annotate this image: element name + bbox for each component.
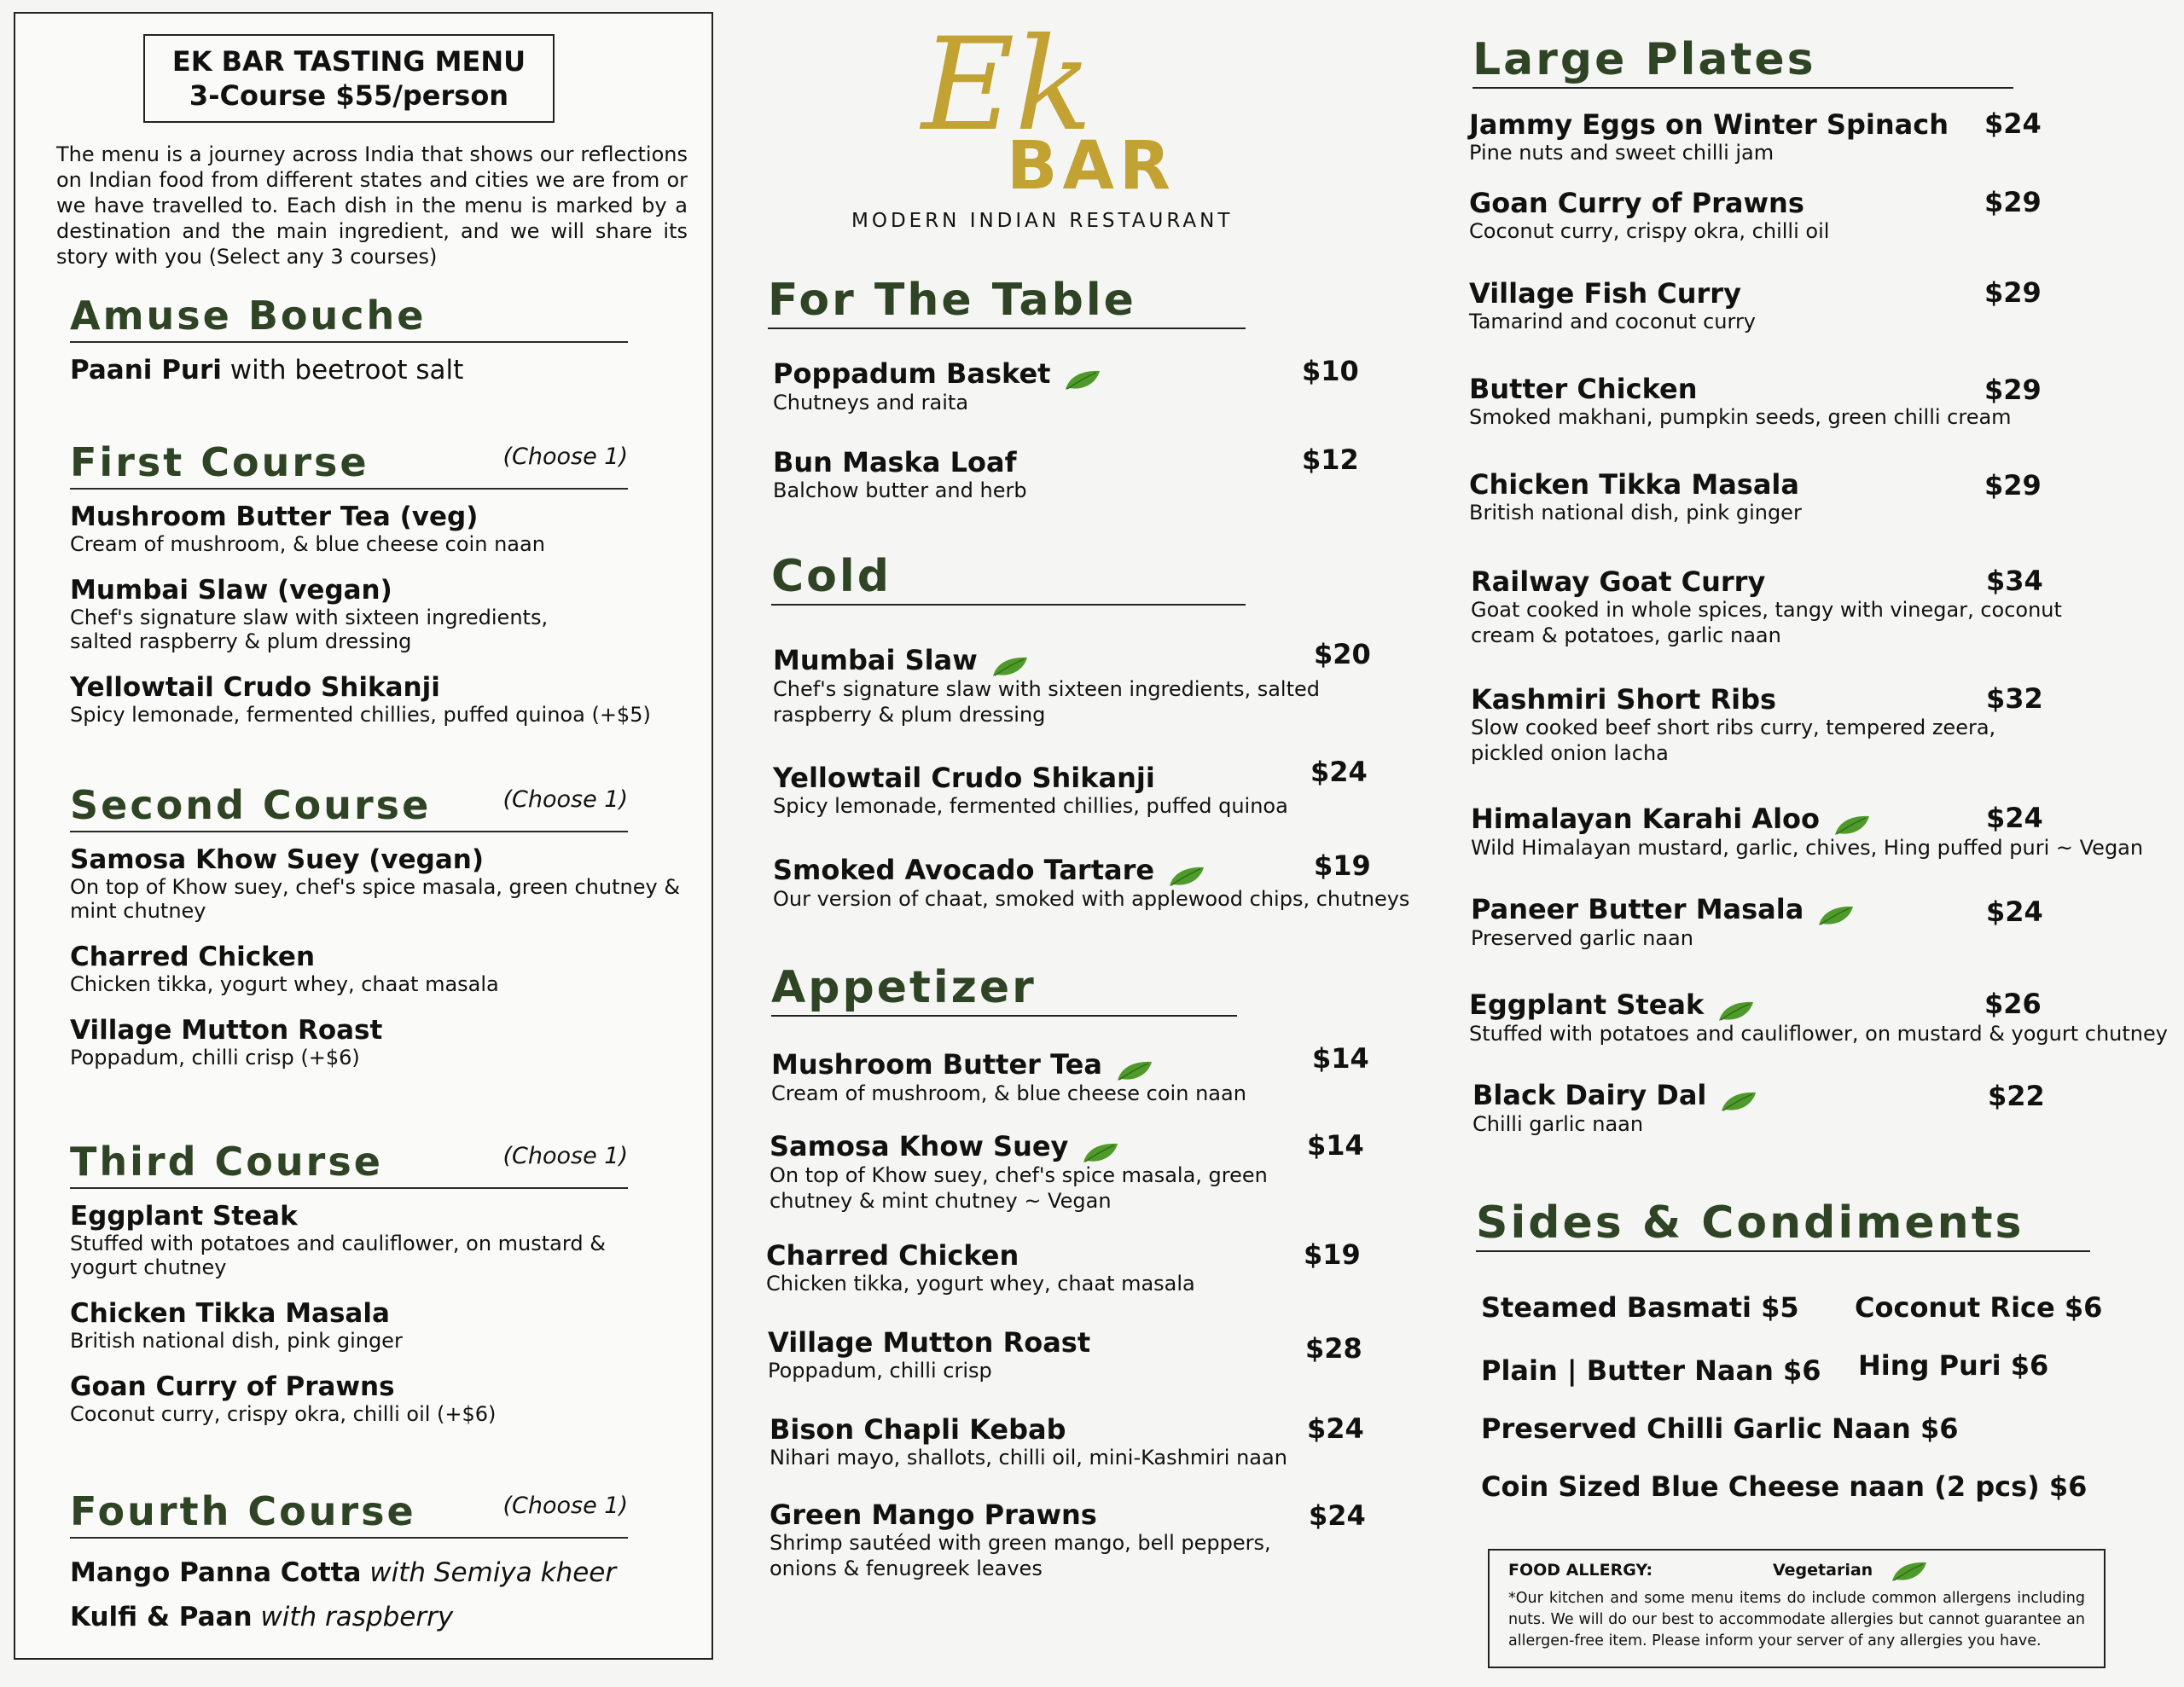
- leaf-icon: [991, 656, 1029, 676]
- side-item: Coconut Rice $6: [1855, 1291, 2103, 1324]
- amuse-bouche-section: [70, 292, 628, 386]
- sides-section: [1476, 1197, 2090, 1252]
- menu-item: Goan Curry of Prawns Coconut curry, crispy okra, chilli oil (+$6): [70, 1371, 497, 1426]
- section-title: Cold: [771, 551, 1246, 606]
- item-price: $28: [1305, 1332, 1362, 1365]
- item-price: $24: [1986, 896, 2043, 928]
- side-item: Coin Sized Blue Cheese naan (2 pcs) $6: [1481, 1470, 2088, 1503]
- item-price: $24: [1307, 1412, 1364, 1445]
- menu-item: Himalayan Karahi Aloo Wild Himalayan mustard, garlic, chives, Hing puffed puri ~ Vegan: [1471, 803, 2144, 860]
- menu-item: Village Mutton Roast Poppadum, chilli crisp (+$6): [70, 1015, 383, 1070]
- section-title: Second Course (Choose 1): [70, 776, 628, 832]
- item-price: $24: [1310, 756, 1368, 788]
- leaf-icon: [1168, 866, 1205, 886]
- leaf-icon: [1891, 1561, 1916, 1578]
- leaf-icon: [1817, 905, 1855, 925]
- section-title: Third Course (Choose 1): [70, 1133, 628, 1189]
- section-title: Appetizer: [771, 962, 1237, 1017]
- allergy-title: FOOD ALLERGY:: [1508, 1561, 1653, 1580]
- item-price: $14: [1307, 1129, 1364, 1162]
- side-item: Hing Puri $6: [1858, 1349, 2049, 1382]
- menu-item: Black Dairy Dal Chilli garlic naan: [1472, 1080, 1757, 1137]
- menu-item: Yellowtail Crudo Shikanji Spicy lemonade, fermented chillies, puffed quinoa (+$5): [70, 672, 651, 727]
- item-price: $29: [1984, 276, 2042, 309]
- item-price: $12: [1302, 443, 1359, 476]
- first-course-section: [70, 433, 651, 727]
- section-title: For The Table: [768, 275, 1246, 329]
- tasting-intro: The menu is a journey across India that shows our reflections on Indian food from different states and cities we are from or we have travelled to. Each dish in the menu is marked by a destination and the main ingredient, and we will share its story with you (Select any 3 courses): [56, 142, 688, 269]
- section-title: Large Plates: [1472, 34, 2013, 89]
- menu-item: Chicken Tikka Masala British national dish, pink ginger: [70, 1298, 403, 1353]
- large-plates-section: [1472, 34, 2013, 89]
- item-price: $20: [1314, 638, 1371, 670]
- menu-item: Green Mango Prawns Shrimp sautéed with green mango, bell peppers, onions & fenugreek leaves: [770, 1499, 1271, 1580]
- menu-item: Goan Curry of Prawns Coconut curry, crispy okra, chilli oil: [1469, 187, 1830, 243]
- menu-item: Bison Chapli Kebab Nihari mayo, shallots, chilli oil, mini-Kashmiri naan: [770, 1413, 1287, 1470]
- appetizer-section: [771, 962, 1237, 1017]
- tasting-title: EK BAR TASTING MENU: [171, 45, 526, 78]
- menu-item: Village Mutton Roast Poppadum, chilli crisp: [768, 1326, 1091, 1383]
- menu-item: Railway Goat Curry Goat cooked in whole spices, tangy with vinegar, coconut cream & potatoes, garlic naan: [1471, 565, 2062, 647]
- second-course-section: [70, 776, 681, 1070]
- for-the-table-section: [768, 275, 1246, 329]
- allergy-text: *Our kitchen and some menu items do include common allergens including nuts. We will do our best to accommodate allergies but cannot guarantee an allergen-free item. Please inform your server of any allergies you have.: [1508, 1590, 2085, 1649]
- leaf-icon: [1082, 1142, 1119, 1162]
- item-price: $19: [1304, 1238, 1361, 1271]
- tasting-header-box: [143, 34, 555, 123]
- leaf-icon: [1720, 1091, 1757, 1111]
- side-item: Plain | Butter Naan $6: [1481, 1354, 1821, 1387]
- leaf-icon: [1833, 815, 1871, 835]
- logo-tagline: MODERN INDIAN RESTAURANT: [851, 210, 1234, 232]
- item-price: $32: [1986, 682, 2043, 715]
- leaf-icon: [1064, 369, 1101, 390]
- item-price: $26: [1984, 988, 2042, 1020]
- item-price: $24: [1309, 1499, 1366, 1532]
- menu-item: Mumbai Slaw Chef's signature slaw with sixteen ingredients, salted raspberry & plum dressing: [773, 644, 1320, 727]
- item-price: $29: [1984, 374, 2042, 406]
- menu-item: Mango Panna Cotta with Semiya kheer: [70, 1557, 617, 1588]
- section-title: Amuse Bouche: [70, 292, 628, 343]
- menu-item: Paani Puri with beetroot salt: [70, 355, 464, 386]
- fourth-course-section: [70, 1482, 628, 1632]
- menu-item: Eggplant Steak Stuffed with potatoes and cauliflower, on mustard & yogurt chutney: [70, 1201, 606, 1279]
- logo-script: Ek: [921, 11, 1093, 159]
- menu-item: Jammy Eggs on Winter Spinach Pine nuts and sweet chilli jam: [1469, 108, 1949, 165]
- side-item: Preserved Chilli Garlic Naan $6: [1481, 1412, 1959, 1445]
- third-course-section: [70, 1133, 628, 1426]
- food-allergy-box: [1488, 1549, 2106, 1668]
- menu-item: Samosa Khow Suey On top of Khow suey, chef's spice masala, green chutney & mint chutney ~ Vegan: [770, 1130, 1268, 1213]
- menu-item: Yellowtail Crudo Shikanji Spicy lemonade, fermented chillies, puffed quinoa: [773, 762, 1288, 818]
- leaf-icon: [1116, 1060, 1153, 1081]
- item-price: $24: [1986, 802, 2043, 834]
- menu-item: Charred Chicken Chicken tikka, yogurt whey, chaat masala: [766, 1239, 1195, 1296]
- item-price: $29: [1984, 469, 2042, 501]
- item-price: $34: [1986, 565, 2043, 597]
- logo-bar-text: BAR: [1007, 128, 1176, 205]
- item-price: $22: [1988, 1080, 2045, 1112]
- item-price: $14: [1312, 1042, 1369, 1075]
- menu-item: Paneer Butter Masala Preserved garlic naan: [1471, 894, 1855, 951]
- menu-item: Chicken Tikka Masala British national dish, pink ginger: [1469, 468, 1802, 525]
- section-title: Fourth Course (Choose 1): [70, 1482, 628, 1539]
- item-price: $19: [1314, 849, 1371, 882]
- menu-item: Charred Chicken Chicken tikka, yogurt whey, chaat masala: [70, 942, 499, 996]
- menu-item: Village Fish Curry Tamarind and coconut curry: [1469, 277, 1757, 333]
- section-title: Sides & Condiments: [1476, 1197, 2090, 1252]
- menu-item: Bun Maska Loaf Balchow butter and herb: [773, 446, 1027, 502]
- menu-item: Smoked Avocado Tartare Our version of chaat, smoked with applewood chips, chutneys: [773, 854, 1410, 911]
- menu-item: Samosa Khow Suey (vegan) On top of Khow suey, chef's spice masala, green chutney & mint chutney: [70, 844, 681, 923]
- menu-item: Butter Chicken Smoked makhani, pumpkin seeds, green chilli cream: [1469, 373, 2012, 429]
- vegetarian-legend-label: Vegetarian: [1773, 1561, 1873, 1580]
- menu-item: Eggplant Steak Stuffed with potatoes and cauliflower, on mustard & yogurt chutney: [1469, 988, 2168, 1046]
- menu-item: Kulfi & Paan with raspberry: [70, 1602, 454, 1632]
- ek-bar-logo: [836, 11, 1263, 239]
- item-price: $24: [1984, 107, 2042, 140]
- menu-item: Mushroom Butter Tea Cream of mushroom, & blue cheese coin naan: [771, 1048, 1246, 1105]
- side-item: Steamed Basmati $5: [1481, 1291, 1799, 1324]
- menu-item: Poppadum Basket Chutneys and raita: [773, 358, 1101, 415]
- tasting-price: 3-Course $55/person: [189, 79, 509, 112]
- section-title: First Course (Choose 1): [70, 433, 628, 490]
- item-price: $29: [1984, 186, 2042, 218]
- tasting-menu-panel: [14, 12, 713, 1660]
- item-price: $10: [1302, 355, 1359, 387]
- menu-item: Kashmiri Short Ribs Slow cooked beef short ribs curry, tempered zeera, pickled onion lacha: [1471, 683, 1996, 765]
- cold-section: [771, 551, 1246, 606]
- menu-item: Mumbai Slaw (vegan) Chef's signature slaw with sixteen ingredients, salted raspberry & plum dressing: [70, 575, 549, 653]
- leaf-icon: [1717, 1000, 1755, 1021]
- menu-item: Mushroom Butter Tea (veg) Cream of mushroom, & blue cheese coin naan: [70, 501, 545, 556]
